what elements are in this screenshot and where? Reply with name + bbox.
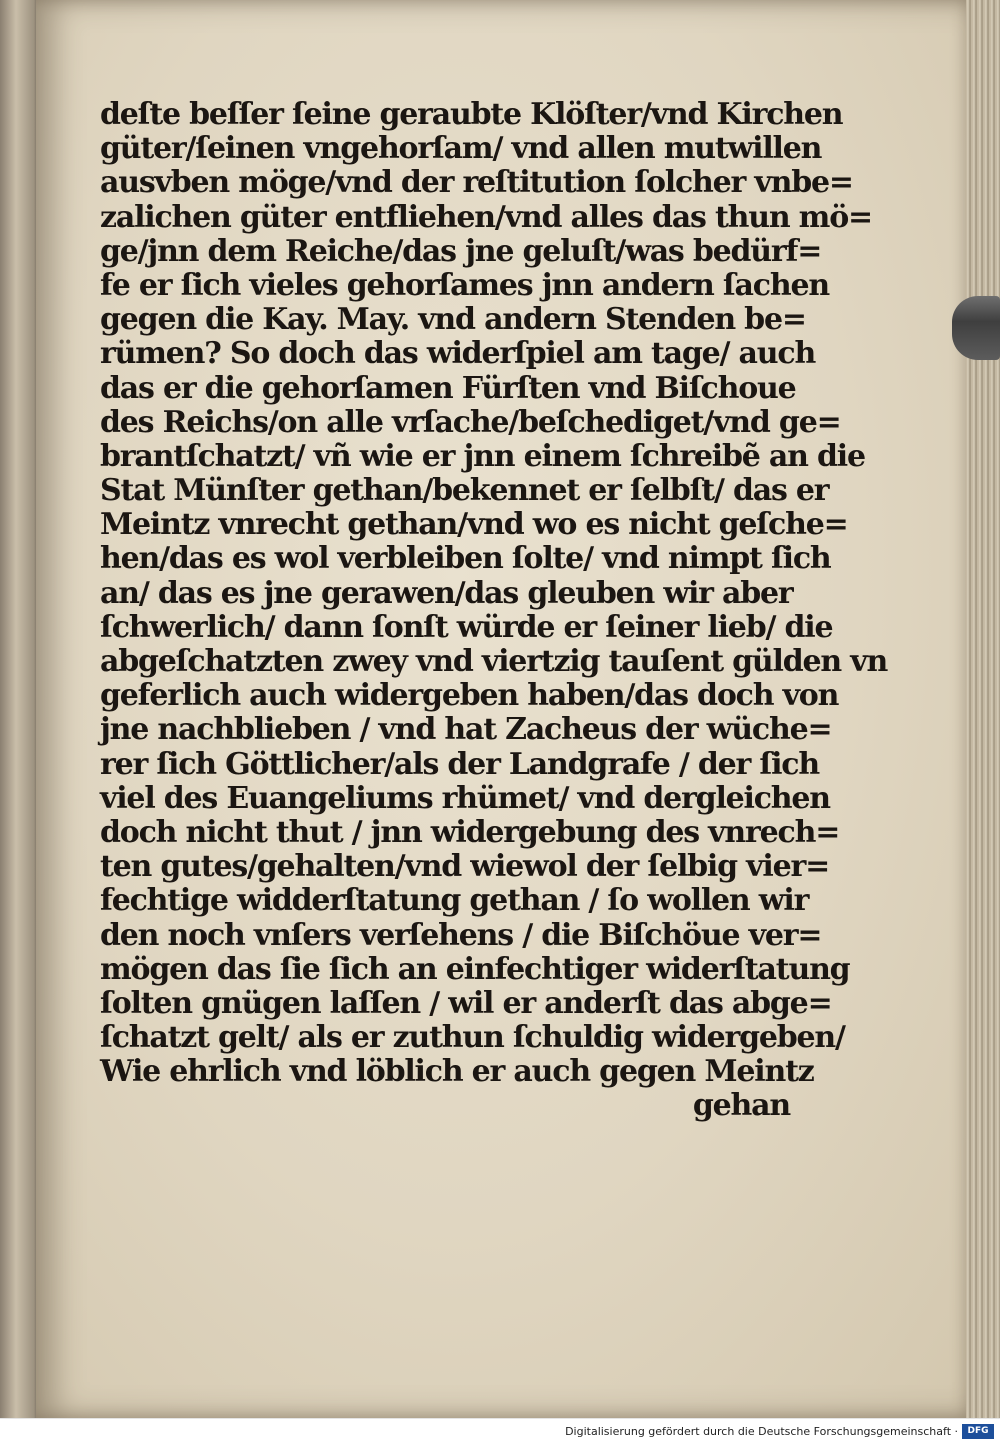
text-line: ge/jnn dem Reiche/das jne geluſt/was bedürf=	[100, 233, 822, 269]
text-line: gegen die Kay. May. vnd andern Stenden be=	[100, 302, 806, 338]
dfg-logo: DFG	[962, 1424, 994, 1439]
text-line: güter/ſeinen vngehorſam/ vnd allen mutwillen	[100, 131, 822, 167]
catchword: gehan	[692, 1088, 790, 1124]
text-line: den noch vnſers verſehens / die Biſchöue ver=	[100, 917, 822, 953]
text-line: mögen das ſie ſich an einfechtiger widerſtatung	[100, 951, 850, 987]
text-line: das er die gehorſamen Fürſten vnd Biſchoue	[100, 370, 796, 406]
text-line: hen/das es wol verbleiben ſolte/ vnd nimpt ſich	[100, 541, 831, 577]
text-line: rer ſich Göttlicher/als der Landgrafe / der ſich	[100, 746, 819, 782]
text-line: ſchwerlich/ dann ſonſt würde er ſeiner lieb/ die	[100, 609, 833, 645]
text-line: brantſchatzt/ vñ wie er jnn einem ſchreibẽ an die	[100, 438, 865, 474]
text-line: abgeſchatzten zwey vnd viertzig tauſent gülden vn	[100, 644, 888, 679]
text-line: fe er ſich vieles gehorſames jnn andern ſachen	[100, 267, 829, 303]
text-line: Stat Münſter gethan/bekennet er ſelbſt/ das er	[100, 473, 829, 509]
text-line: viel des Euangeliums rhümet/ vnd dergleichen	[100, 780, 830, 816]
text-line: doch nicht thut / jnn widergebung des vnrech=	[100, 814, 840, 850]
page-stack-edges	[966, 0, 1000, 1418]
footer-credit: Digitalisierung gefördert durch die Deutsche Forschungsgemeinschaft ·	[565, 1425, 958, 1438]
text-line: ſolten gnügen laſſen / wil er anderſt das abge=	[100, 985, 832, 1021]
book-page	[36, 0, 970, 1418]
text-line: geferlich auch widergeben haben/das doch von	[100, 678, 839, 714]
text-line: deſte beſſer ſeine geraubte Klöſter/vnd Kirchen	[100, 97, 843, 132]
text-line: fechtige widderſtatung gethan / ſo wollen wir	[100, 883, 809, 919]
text-line: ſchatzt gelt/ als er zuthun ſchuldig widergeben/	[100, 1020, 845, 1056]
text-line: jne nachblieben / vnd hat Zacheus der wüche=	[100, 712, 832, 748]
text-line: ausvben möge/vnd der reſtitution ſolcher vnbe=	[100, 165, 853, 201]
text-line: an/ das es jne gerawen/das gleuben wir aber	[100, 575, 793, 611]
text-line: ten gutes/gehalten/vnd wiewol der ſelbig vier=	[100, 849, 830, 885]
text-line: zalichen güter entfliehen/vnd alles das thun mö=	[100, 199, 872, 235]
text-line: Wie ehrlich vnd löblich er auch gegen Meintz	[100, 1054, 814, 1090]
text-line: des Reichs/on alle vrſache/beſchediget/vnd ge=	[100, 404, 841, 440]
bookmark-tab	[952, 296, 1000, 360]
blackletter-text-block	[100, 97, 888, 1124]
footer-bar	[0, 1418, 1000, 1446]
text-line: rümen? So doch das widerſpiel am tage/ auch	[100, 336, 816, 372]
text-line: Meintz vnrecht gethan/vnd wo es nicht geſche=	[100, 507, 848, 543]
facing-page-edge	[0, 0, 40, 1418]
